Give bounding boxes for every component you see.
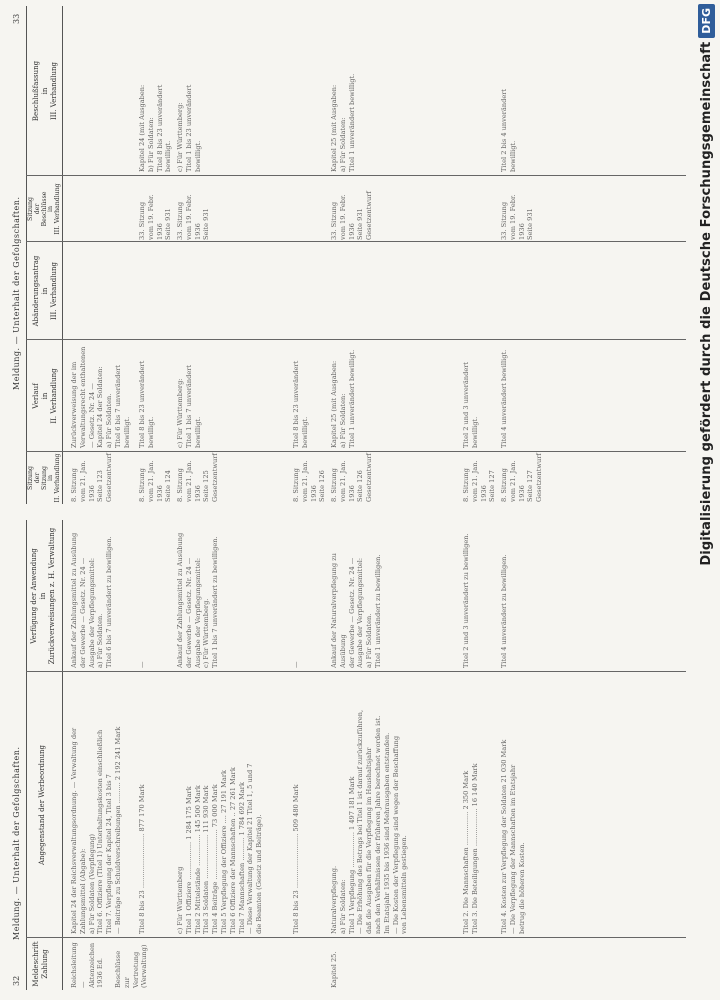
left-row-5-c3: Titel 2 und 3 unverändert zu bewilligen.: [462, 533, 470, 668]
left-page: [0, 510, 690, 1000]
left-page-number: 32: [12, 975, 21, 986]
right-colhead-c4: Sitzung der Beschlüsse in III. Verhandlung: [27, 183, 62, 235]
right-row-3-c2: Titel 8 bis 23 unverändert bewilligt.: [292, 360, 309, 448]
right-row-6-c2: Titel 4 unverändert bewilligt.: [500, 349, 508, 448]
left-row-0-c1: Reichsleitung — Aktenzeichen 1936 Ed. Beschlüsse zur Vertretung (Verwaltung): [70, 942, 149, 988]
left-row-6-c3: Titel 4 unverändert zu bewilligen.: [500, 554, 508, 668]
right-row-1-c4: 33. Sitzung vom 19. Febr. 1936 Seite 931: [138, 194, 173, 240]
right-row-4-c4: 33. Sitzung vom 19. Febr. 1936 Seite 931 Gesetzentwurf: [330, 191, 374, 240]
right-colhead-c2: Verlauf in II. Verhandlung: [32, 368, 58, 424]
right-row-6-c1: 8. Sitzung vom 21. Jan. 1936 Seite 127 Gesetzentwurf: [500, 453, 544, 502]
right-row-2-c5: c) Für Württemberg: Titel 1 bis 23 unverändert bewilligt.: [176, 84, 202, 172]
right-colhead-c5: Beschlußfassung in III. Verhandlung: [32, 60, 58, 122]
right-colhead-c1: Sitzung der Sitzung in II. Verhandlung: [27, 453, 62, 503]
left-col-divider-2: [26, 671, 686, 672]
right-row-4-c2: Kapitel 25 (mit Ausgaben: a) Für Soldaten: Titel 1 unverändert bewilligt.: [330, 349, 356, 448]
right-row-5-c1: 8. Sitzung vom 21. Jan. 1936 Seite 127: [462, 460, 497, 502]
right-row-4-c5: Kapitel 25 (mit Ausgaben: a) Für Soldaten: Titel 1 unverändert bewilligt.: [330, 73, 356, 172]
left-row-2-c3: Ankauf der Zahlungsmittel zu Ausübung der Gewerbe — Gesetz. Nr. 24 — Ausgabe der Verpflegungsmittel: c) Für Württemberg. Titel 1 bis 7 unverändert zu bewilligen.: [176, 532, 220, 668]
left-rule-top: [26, 520, 27, 990]
left-colhead-c3: Verfügung der Anwendung in Zurückverweisungen z. H. Verwaltung: [30, 527, 56, 665]
left-row-0-c2: Kapitel 24 der Reichsverwaltungsordnung. — Verwaltung der Zahlungsmittel (Abgabe): a) Für Soldaten (Verpflegung) Titel 6. Offiziere (Titel 1) Unterhaltungskosten einschließlich Titel 7. Verpflegung der Kapitel 24, Titel 3 bis 7 — Beiträge zu Schuldverschreibungen .......... 2 192 241 Mark: [70, 726, 122, 934]
left-row-6-c2: Titel 4. Kosten zur Verpflegung der Soldaten 21 030 Mark — Die Verpflegung der Mannschaften im Etatsjahr betrug die höheren Kosten.: [500, 739, 526, 934]
left-colhead-c2: Angegenstand der Werbeordnung: [38, 744, 46, 866]
left-row-4-c1: Kapitel 25.: [330, 951, 338, 988]
watermark-band: [692, 0, 720, 1000]
right-row-1-c1: 8. Sitzung vom 21. Jan. 1936 Seite 124: [138, 460, 173, 502]
right-col-divider-1: [26, 451, 686, 452]
right-row-5-c2: Titel 2 und 3 unverändert bewilligt.: [462, 361, 479, 448]
left-running-head: Meldung. — Unterhalt der Gefolgschaften.: [12, 746, 21, 940]
right-row-4-c1: 8. Sitzung vom 21. Jan. 1936 Seite 126 Gesetzentwurf: [330, 453, 374, 502]
right-row-2-c2: c) Für Württemberg: Titel 1 bis 7 unverändert bewilligt.: [176, 364, 202, 448]
right-row-2-c4: 33. Sitzung vom 19. Febr. 1936 Seite 931: [176, 194, 211, 240]
left-row-3-c3: —: [292, 661, 300, 668]
watermark-text: Digitalisierung gefördert durch die Deutsche Forschungsgemeinschaft: [698, 41, 714, 566]
left-colhead-c1: Meldeschrift Zahlung: [32, 941, 49, 987]
right-row-0-c2: Zurückverweisung der im Verwaltungsrecht enthaltenen — Gesetz. Nr. 24 — Kapitel 24 der Soldaten: a) Für Soldaten. Titel 6 bis 7 unverändert bewilligt.: [70, 346, 131, 448]
right-row-1-c5: Kapitel 24 (mit Ausgaben: b) Für Soldaten: Titel 8 bis 23 unverändert bewilligt.: [138, 84, 173, 172]
right-rule-top: [26, 6, 27, 504]
dfg-logo: DFG: [698, 4, 715, 38]
right-rule-head: [62, 6, 63, 504]
left-row-1-c3: —: [138, 661, 146, 668]
right-row-0-c1: 8. Sitzung vom 21. Jan. 1936 Seite 123 Gesetzentwurf: [70, 453, 114, 502]
right-col-divider-3: [26, 241, 686, 242]
right-col-divider-4: [26, 175, 686, 176]
left-row-2-c2: c) Für Württemberg Titel 1 Offiziere .................. 1 284 175 Mark Titel 2 Mittelstände ............... 145 500 Mark Titel 3 Soldaten ..................... 111 930 Mark Titel 4 Beiträge ........................ 73 000 Mark Titel 5 Verpflegung der Offiziere .... 27 191 Mark Titel 6 Offiziere der Mannschaften .. 27 261 Mark Titel 7 Mannschaften ........... 1 784 692 Mark — Diese Verwaltung der Kapitel 21 Titel 1, 5 und 7 die Beamten (Gesetz und Beiträge).: [176, 763, 264, 934]
left-rule-head: [62, 520, 63, 990]
right-page: [0, 0, 690, 510]
right-row-6-c4: 33. Sitzung vom 19. Febr. 1936 Seite 931: [500, 194, 535, 240]
left-row-4-c2: Naturalverpflegung. a) Für Soldaten: Titel 1 Verpflegung ................. 1 497 181 Mark — Die Erhöhung des Betrags bei Titel 1 ist darauf zurückzuführen, daß die Ausgaben für die Verpflegung im Haushaltsjahr nach den Verhältnissen der früheren Jahre berechnet worden ist. Im Etatsjahr 1935 bis 1936 sind Mehrausgaben entstanden. — Die Kosten der Verpflegung sind wegen der Beschaffung von Lebensmitteln gestiegen.: [330, 709, 409, 934]
right-row-2-c1: 8. Sitzung vom 21. Jan. 1936 Seite 125 Gesetzentwurf: [176, 453, 220, 502]
right-row-6-c5: Titel 2 bis 4 unverändert bewilligt.: [500, 88, 517, 172]
left-row-4-c3: Ankauf der Naturalverpflegung zu Ausübung der Gewerbe — Gesetz. Nr. 24 — Ausgabe der Verpflegungsmittel: a) Für Soldaten. Titel 1 unverändert zu bewilligen.: [330, 553, 382, 668]
right-col-divider-2: [26, 339, 686, 340]
right-row-1-c2: Titel 8 bis 23 unverändert bewilligt.: [138, 360, 155, 448]
right-page-number: 33: [12, 13, 21, 24]
left-row-3-c2: Titel 8 bis 23 .......................... 509 480 Mark: [292, 784, 300, 934]
right-colhead-c3: Abänderungsantrag in III. Verhandlung: [32, 255, 58, 327]
left-row-1-c2: Titel 8 bis 23 .......................... 877 170 Mark: [138, 784, 146, 934]
left-col-divider-1: [26, 937, 686, 938]
left-row-0-c3: Ankauf der Zahlungsmittel zu Ausübung der Gewerbe — Gesetz. Nr. 24 — Ausgabe der Verpflegungsmittel: a) Für Soldaten. Titel 6 bis 7 unverändert zu bewilligen.: [70, 532, 114, 668]
right-running-head: Meldung. — Unterhalt der Gefolgschaften.: [12, 196, 21, 390]
right-row-3-c1: 8. Sitzung vom 21. Jan. 1936 Seite 126: [292, 460, 327, 502]
left-row-5-c2: Titel 2. Die Mannschaften ................ 2 350 Mark Titel 3. Die Beteiligungen .................. 16 140 Mark: [462, 763, 479, 934]
